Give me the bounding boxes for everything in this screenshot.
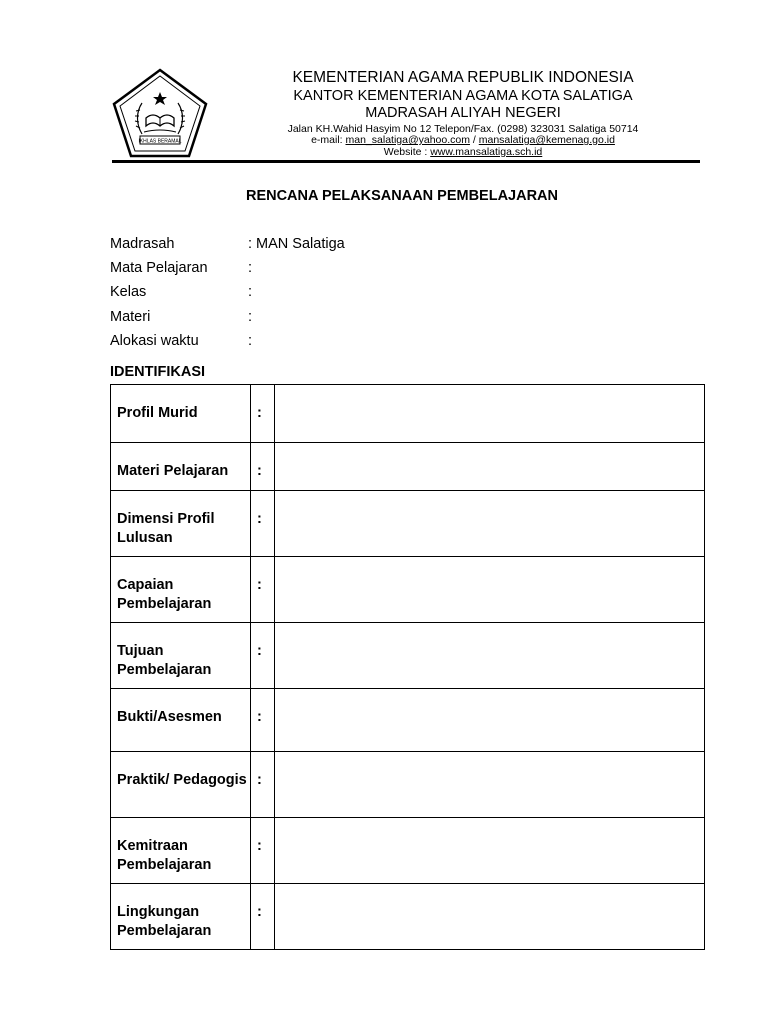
table-row bbox=[111, 557, 705, 623]
identifikasi-table bbox=[110, 384, 705, 950]
website-link[interactable]: www.mansalatiga.sch.id bbox=[430, 145, 543, 158]
row-label: Capaian Pembelajaran bbox=[111, 557, 251, 623]
table-row bbox=[111, 623, 705, 689]
info-label: Materi bbox=[110, 308, 151, 325]
row-separator: : bbox=[251, 491, 275, 557]
info-value: : MAN Salatiga bbox=[248, 236, 345, 252]
row-label: Bukti/Asesmen bbox=[111, 689, 251, 752]
office-name: KANTOR KEMENTERIAN AGAMA KOTA SALATIGA bbox=[293, 87, 633, 104]
kemenag-emblem-icon bbox=[110, 66, 210, 162]
table-row bbox=[111, 443, 705, 491]
info-value: : bbox=[248, 260, 253, 277]
row-value-cell[interactable] bbox=[275, 884, 705, 950]
row-separator: : bbox=[251, 818, 275, 884]
row-separator: : bbox=[251, 443, 275, 491]
row-label: Profil Murid bbox=[111, 385, 251, 443]
row-value-cell[interactable] bbox=[275, 557, 705, 623]
info-label: Alokasi waktu bbox=[110, 332, 199, 349]
row-separator: : bbox=[251, 884, 275, 950]
row-value-cell[interactable] bbox=[275, 752, 705, 818]
row-separator: : bbox=[251, 752, 275, 818]
row-separator: : bbox=[251, 557, 275, 623]
row-label: Materi Pelajaran bbox=[111, 443, 251, 491]
table-row bbox=[111, 884, 705, 950]
website-line: Website : www.mansalatiga.sch.id bbox=[383, 145, 543, 158]
row-separator: : bbox=[251, 623, 275, 689]
row-label: Praktik/ Pedagogis bbox=[111, 752, 251, 818]
logo-motto: IKHLAS BERAMAL bbox=[138, 138, 182, 145]
letterhead bbox=[222, 70, 704, 157]
email-link-1[interactable]: man_salatiga@yahoo.com bbox=[345, 134, 470, 146]
row-label: Lingkungan Pembelajaran bbox=[111, 884, 251, 950]
row-label: Tujuan Pembelajaran bbox=[111, 623, 251, 689]
email-line: e-mail: man_salatiga@yahoo.com / mansalatiga@kemenag.go.id bbox=[311, 134, 615, 146]
row-label: Kemitraan Pembelajaran bbox=[111, 818, 251, 884]
ministry-name: KEMENTERIAN AGAMA REPUBLIK INDONESIA bbox=[292, 69, 634, 86]
section-title-identifikasi: IDENTIFIKASI bbox=[110, 364, 206, 380]
letterhead-divider bbox=[112, 160, 700, 163]
row-label: Dimensi Profil Lulusan bbox=[111, 491, 251, 557]
info-value: : bbox=[248, 308, 253, 325]
document-title: RENCANA PELAKSANAAN PEMBELAJARAN bbox=[245, 188, 559, 204]
info-label: Mata Pelajaran bbox=[110, 260, 208, 277]
school-name: MADRASAH ALIYAH NEGERI bbox=[365, 105, 561, 121]
row-value-cell[interactable] bbox=[275, 385, 705, 443]
row-value-cell[interactable] bbox=[275, 623, 705, 689]
row-separator: : bbox=[251, 689, 275, 752]
address: Jalan KH.Wahid Hasyim No 12 Telepon/Fax. (0298) 323031 Salatiga 50714 bbox=[287, 122, 639, 135]
table-row bbox=[111, 752, 705, 818]
table-row bbox=[111, 818, 705, 884]
info-label: Kelas bbox=[110, 284, 147, 301]
row-value-cell[interactable] bbox=[275, 491, 705, 557]
row-value-cell[interactable] bbox=[275, 443, 705, 491]
row-value-cell[interactable] bbox=[275, 818, 705, 884]
row-separator: : bbox=[251, 385, 275, 443]
table-row bbox=[111, 385, 705, 443]
table-row bbox=[111, 689, 705, 752]
table-row bbox=[111, 491, 705, 557]
row-value-cell[interactable] bbox=[275, 689, 705, 752]
email-link-2[interactable]: mansalatiga@kemenag.go.id bbox=[478, 134, 615, 146]
info-value: : bbox=[248, 284, 253, 301]
info-value: : bbox=[248, 332, 253, 349]
info-label: Madrasah bbox=[110, 236, 175, 252]
